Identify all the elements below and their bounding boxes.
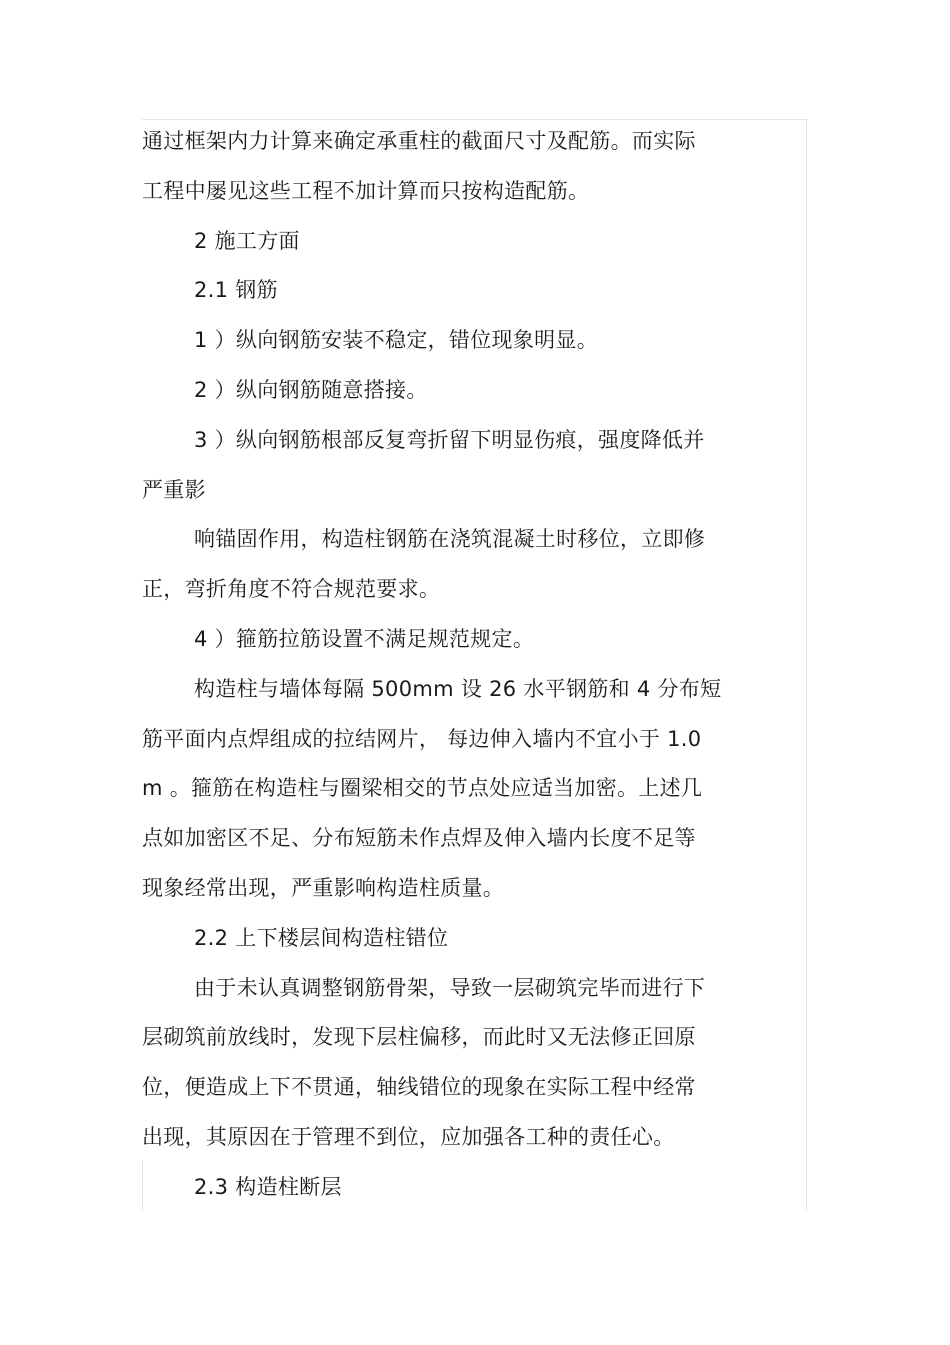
text-line: 位，便造成上下不贯通，轴线错位的现象在实际工程中经常 [142,1075,696,1099]
text-line: 出现，其原因在于管理不到位，应加强各工种的责任心。 [142,1125,675,1149]
text-line: 构造柱与墙体每隔 500mm 设 26 水平钢筋和 4 分布短 [194,677,722,701]
text-line: 2 ）纵向钢筋随意搭接。 [194,378,428,402]
text-line: 层砌筑前放线时，发现下层柱偏移，而此时又无法修正回原 [142,1025,696,1049]
text-line: 1 ）纵向钢筋安装不稳定，错位现象明显。 [194,328,599,352]
text-line: 2.2 上下楼层间构造柱错位 [194,926,449,950]
page-frame-left-edge [142,1160,143,1211]
text-line: 2.3 构造柱断层 [194,1175,342,1199]
text-line: 由于未认真调整钢筋骨架，导致一层砌筑完毕而进行下 [194,976,706,1000]
text-line: m 。箍筋在构造柱与圈梁相交的节点处应适当加密。上述几 [142,776,703,800]
text-line: 工程中屡见这些工程不加计算而只按构造配筋。 [142,179,590,203]
text-line: 筋平面内点焊组成的拉结网片， 每边伸入墙内不宜小于 1.0 [142,727,702,751]
text-line: 严重影 [142,478,206,502]
text-line: 2.1 钢筋 [194,278,278,302]
text-line: 响锚固作用，构造柱钢筋在浇筑混凝土时移位，立即修 [194,527,706,551]
text-line: 现象经常出现，严重影响构造柱质量。 [142,876,505,900]
text-line: 4 ）箍筋拉筋设置不满足规范规定。 [194,627,535,651]
text-line: 点如加密区不足、分布短筋未作点焊及伸入墙内长度不足等 [142,826,696,850]
text-line: 通过框架内力计算来确定承重柱的截面尺寸及配筋。而实际 [142,129,696,153]
text-line: 2 施工方面 [194,229,300,253]
text-line: 正，弯折角度不符合规范要求。 [142,577,441,601]
text-line: 3 ）纵向钢筋根部反复弯折留下明显伤痕，强度降低并 [194,428,705,452]
